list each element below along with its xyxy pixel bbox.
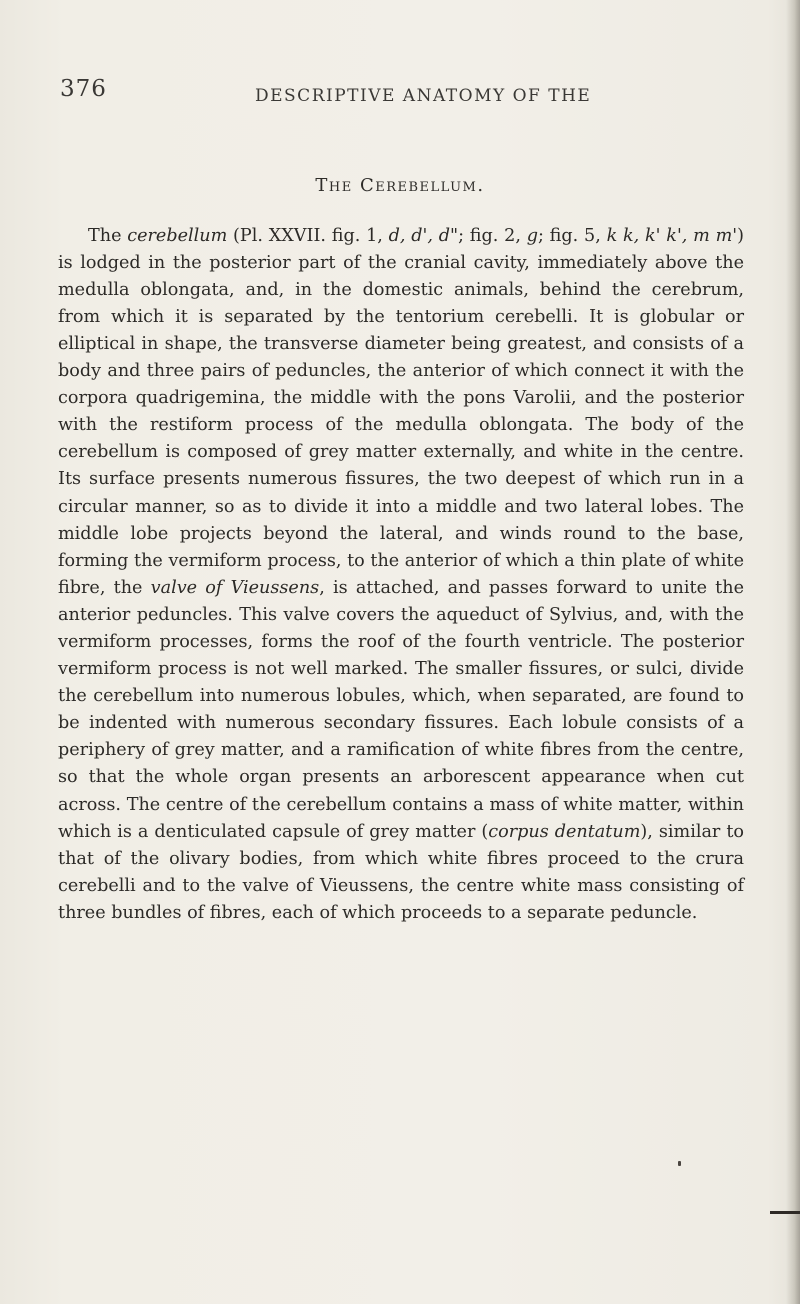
corner-ink-mark [770, 1211, 800, 1214]
text-run: , is attached, and passes forward to unite the anterior peduncles. This valve covers the aqueduct of Sylvius, and, with the vermiform processes, forms the roof of the fourth ventricle. The posterior vermiform process is not well marked. The smaller fissures, or sulci, divide the cerebellum into numerous lobules, which, when separated, are found to be indented with numerous secondary fissures. Each lobule consists of a periphery of grey matter, and a ramification of white fibres from the centre, so that the whole organ presents an arborescent appearance when cut across. The centre of the cerebellum contains a mass of white matter, within which is a denticulated capsule of grey matter ( [58, 577, 744, 842]
text-run: ; fig. 2, [458, 225, 527, 246]
text-run: ), similar to that of the olivary bodies, from which white fibres proceed to the crura cerebelli and to the valve of Vieussens, the centre white mass consisting of three bundles of fibres, each of which proceeds to a separate peduncle. [58, 821, 745, 923]
page-number: 376 [60, 76, 107, 102]
italic-term: cerebellum [127, 225, 228, 246]
running-head: DESCRIPTIVE ANATOMY OF THE [255, 86, 592, 106]
body-paragraph [58, 223, 744, 927]
italic-figure-ref: k k, k' k', m m' [606, 225, 738, 246]
italic-term: corpus dentatum [488, 821, 641, 842]
text-run: The [88, 225, 128, 246]
ink-speck [678, 1161, 681, 1166]
italic-figure-ref: g [526, 225, 538, 246]
text-run: ; fig. 5, [537, 225, 607, 246]
text-run: ) is lodged in the posterior part of the cranial cavity, immediately above the medulla oblongata, and, in the domestic animals, behind the cerebrum, from which it is separated by the tentorium cerebelli. It is globular or elliptical in shape, the transverse diameter being greatest, and consists of a body and three pairs of peduncles, the anterior of which connect it with the corpora quadrigemina, the middle with the pons Varolii, and the posterior with the restiform process of the medulla oblongata. The body of the cerebellum is composed of grey matter externally, and white in the centre. Its surface presents numerous fissures, the two deepest of which run in a circular manner, so as to divide it into a middle and two lateral lobes. The middle lobe projects beyond the lateral, and winds round to the base, forming the vermiform process, to the anterior of which a thin plate of white fibre, the [58, 225, 744, 598]
italic-term: valve of Vieussens [150, 577, 320, 598]
text-run: (Pl. XXVII. fig. 1, [227, 225, 389, 246]
italic-figure-ref: d, d', d" [388, 225, 459, 246]
section-title: The Cerebellum. [315, 175, 485, 196]
